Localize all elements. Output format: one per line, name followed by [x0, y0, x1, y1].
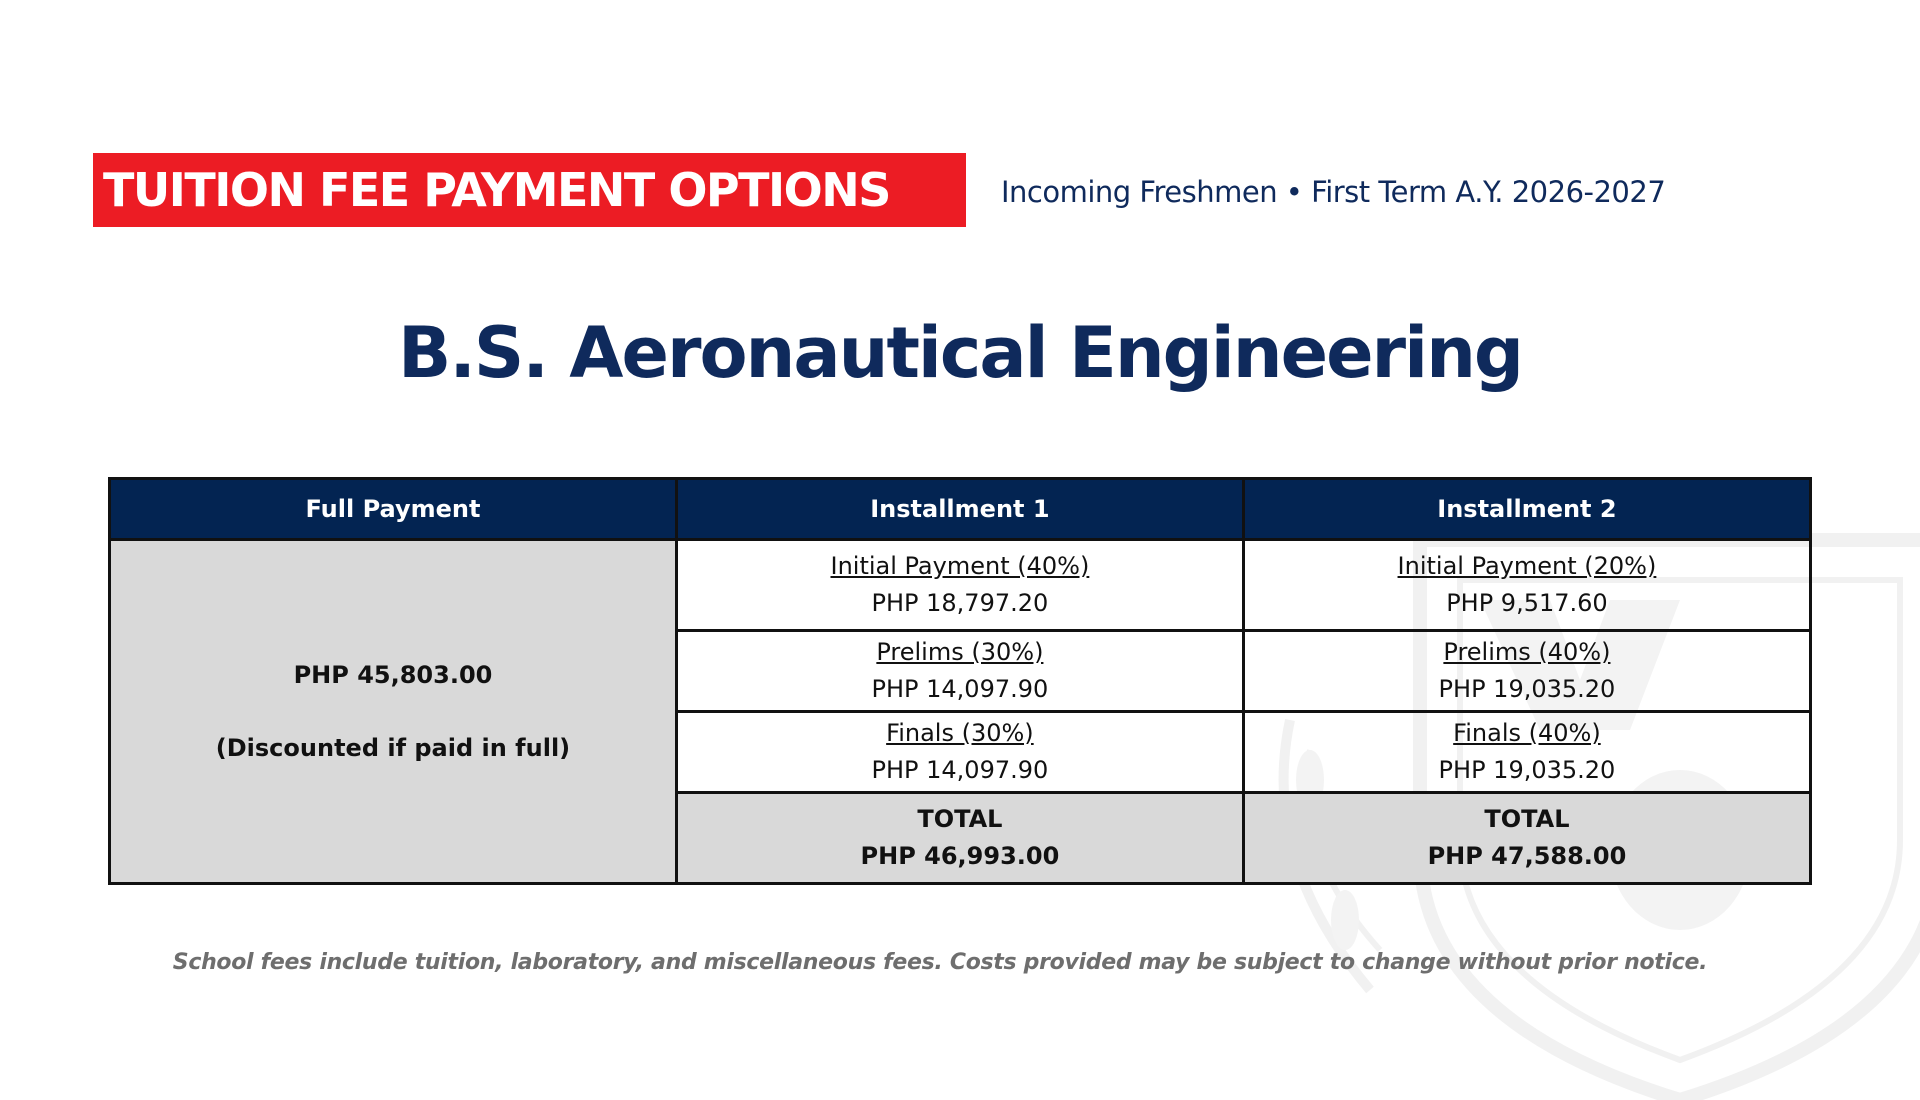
- installment-label: Initial Payment (20%): [1397, 551, 1657, 580]
- table-header-row: [110, 479, 1811, 540]
- column-header-full-payment: Full Payment: [110, 479, 677, 540]
- installment-1-prelims-cell: [676, 630, 1243, 711]
- table-row: [110, 540, 1811, 631]
- installment-amount: PHP 14,097.90: [871, 674, 1049, 703]
- installment-label: Prelims (30%): [876, 637, 1044, 666]
- page-banner-title: TUITION FEE PAYMENT OPTIONS: [93, 153, 966, 227]
- total-label: TOTAL: [1484, 805, 1570, 834]
- installment-1-initial-cell: [676, 540, 1243, 631]
- installment-amount: PHP 19,035.20: [1438, 674, 1616, 703]
- full-payment-cell: [110, 540, 677, 884]
- installment-amount: PHP 19,035.20: [1438, 756, 1616, 785]
- full-payment-note: (Discounted if paid in full): [215, 733, 571, 762]
- installment-2-total-cell: [1243, 793, 1810, 884]
- column-header-installment-2: Installment 2: [1243, 479, 1810, 540]
- installment-amount: PHP 9,517.60: [1446, 588, 1608, 617]
- installment-2-initial-cell: [1243, 540, 1810, 631]
- installment-label: Initial Payment (40%): [830, 551, 1090, 580]
- total-amount: PHP 46,993.00: [860, 842, 1060, 871]
- full-payment-amount: PHP 45,803.00: [293, 660, 493, 689]
- installment-2-finals-cell: [1243, 711, 1810, 792]
- installment-amount: PHP 18,797.20: [871, 588, 1049, 617]
- installment-amount: PHP 14,097.90: [871, 756, 1049, 785]
- total-amount: PHP 47,588.00: [1427, 842, 1627, 871]
- term-subtitle: Incoming Freshmen • First Term A.Y. 2026-2027: [1001, 175, 1666, 209]
- total-label: TOTAL: [917, 805, 1003, 834]
- fee-disclaimer: School fees include tuition, laboratory, and miscellaneous fees. Costs provided may be subject to change without prior notice.: [172, 950, 1708, 975]
- installment-1-total-cell: [676, 793, 1243, 884]
- program-title: B.S. Aeronautical Engineering: [397, 312, 1523, 394]
- installment-label: Finals (40%): [1453, 719, 1601, 748]
- installment-label: Prelims (40%): [1443, 637, 1611, 666]
- installment-2-prelims-cell: [1243, 630, 1810, 711]
- installment-label: Finals (30%): [886, 719, 1034, 748]
- installment-1-finals-cell: [676, 711, 1243, 792]
- fee-table: [108, 477, 1812, 885]
- column-header-installment-1: Installment 1: [676, 479, 1243, 540]
